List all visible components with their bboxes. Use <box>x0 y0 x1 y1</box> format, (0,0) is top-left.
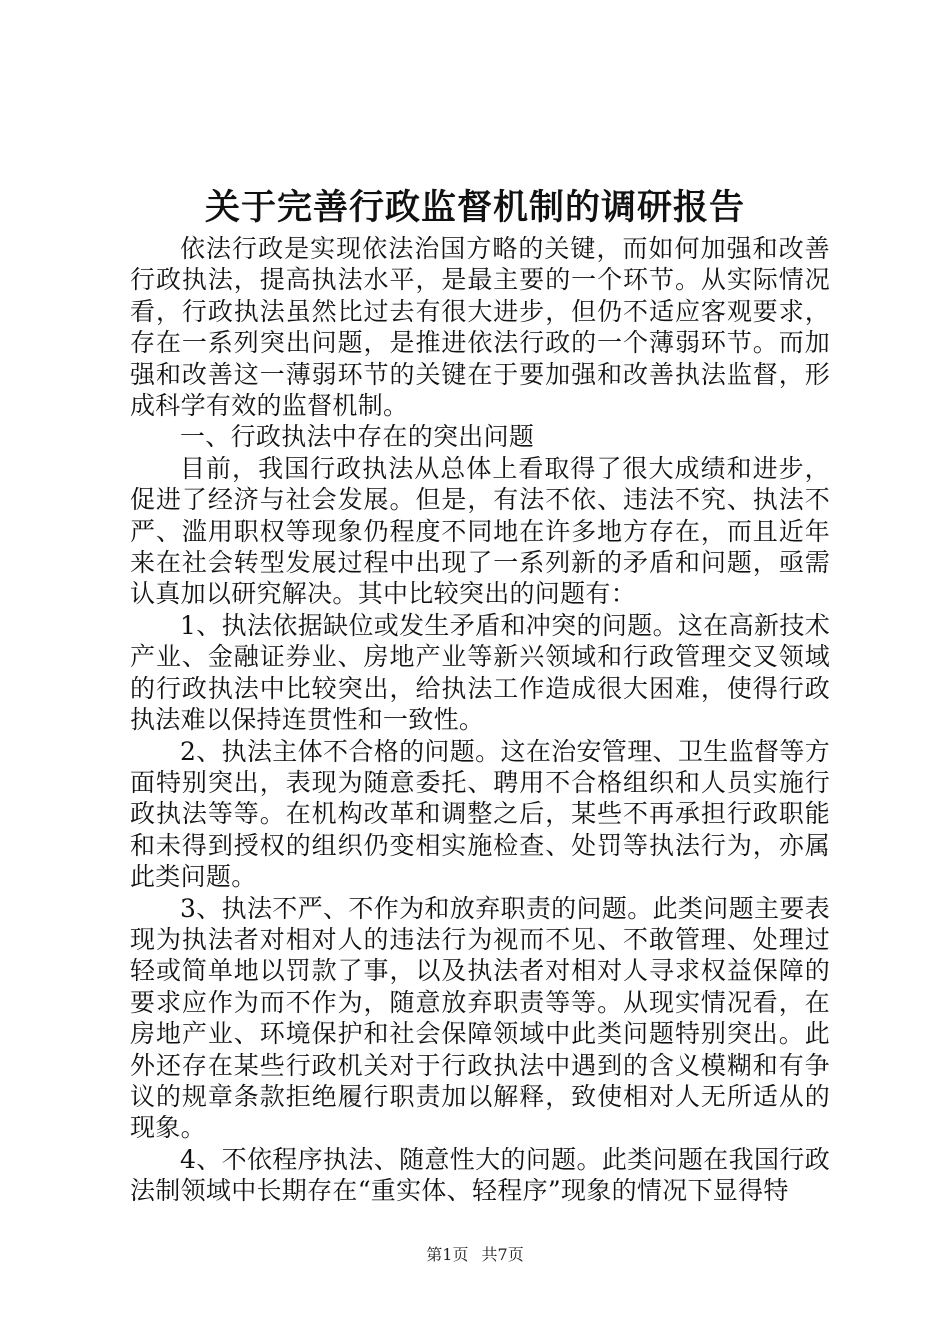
paragraph-issue-3: 3、执法不严、不作为和放弃职责的问题。此类问题主要表现为执法者对相对人的违法行为视而不见、不敢管理、处理过轻或简单地以罚款了事，以及执法者对相对人寻求权益保障的要求应作为而不作为，随意放弃职责等等。从现实情况看，在房地产业、环境保护和社会保障领域中此类问题特别突出。此外还存在某些行政机关对于行政执法中遇到的含义模糊和有争议的规章条款拒绝履行职责加以解释，致使相对人无所适从的现象。 <box>130 893 830 1143</box>
section-heading-1: 一、行政执法中存在的突出问题 <box>180 422 535 452</box>
page-number: 第1页 <box>426 1245 469 1264</box>
paragraph-issue-2: 2、执法主体不合格的问题。这在治安管理、卫生监督等方面特别突出，表现为随意委托、聘用不合格组织和人员实施行政执法等等。在机构改革和调整之后，某些不再承担行政职能和未得到授权的组织仍变相实施检查、处罚等执法行为，亦属此类问题。 <box>130 736 830 892</box>
paragraph-issue-1: 1、执法依据缺位或发生矛盾和冲突的问题。这在高新技术产业、金融证券业、房地产业等新兴领域和行政管理交叉领域的行政执法中比较突出，给执法工作造成很大困难，使得行政执法难以保持连贯性和一致性。 <box>130 610 830 735</box>
paragraph-issue-4: 4、不依程序执法、随意性大的问题。此类问题在我国行政法制领域中长期存在“重实体、轻程序”现象的情况下显得特 <box>130 1144 830 1206</box>
paragraph-overview: 目前，我国行政执法从总体上看取得了很大成绩和进步，促进了经济与社会发展。但是，有法不依、违法不究、执法不严、滥用职权等现象仍程度不同地在许多地方存在，而且近年来在社会转型发展过程中出现了一系列新的矛盾和问题，亟需认真加以研究解决。其中比较突出的问题有： <box>130 453 830 609</box>
paragraph-intro: 依法行政是实现依法治国方略的关键，而如何加强和改善行政执法，提高执法水平，是最主要的一个环节。从实际情况看，行政执法虽然比过去有很大进步，但仍不适应客观要求，存在一系列突出问题，是推进依法行政的一个薄弱环节。而加强和改善这一薄弱环节的关键在于要加强和改善执法监督，形成科学有效的监督机制。 <box>130 234 830 421</box>
page-total: 共7页 <box>481 1245 524 1264</box>
page-footer <box>0 1245 950 1265</box>
document-title: 关于完善行政监督机制的调研报告 <box>204 187 745 228</box>
document-body <box>130 233 830 1207</box>
